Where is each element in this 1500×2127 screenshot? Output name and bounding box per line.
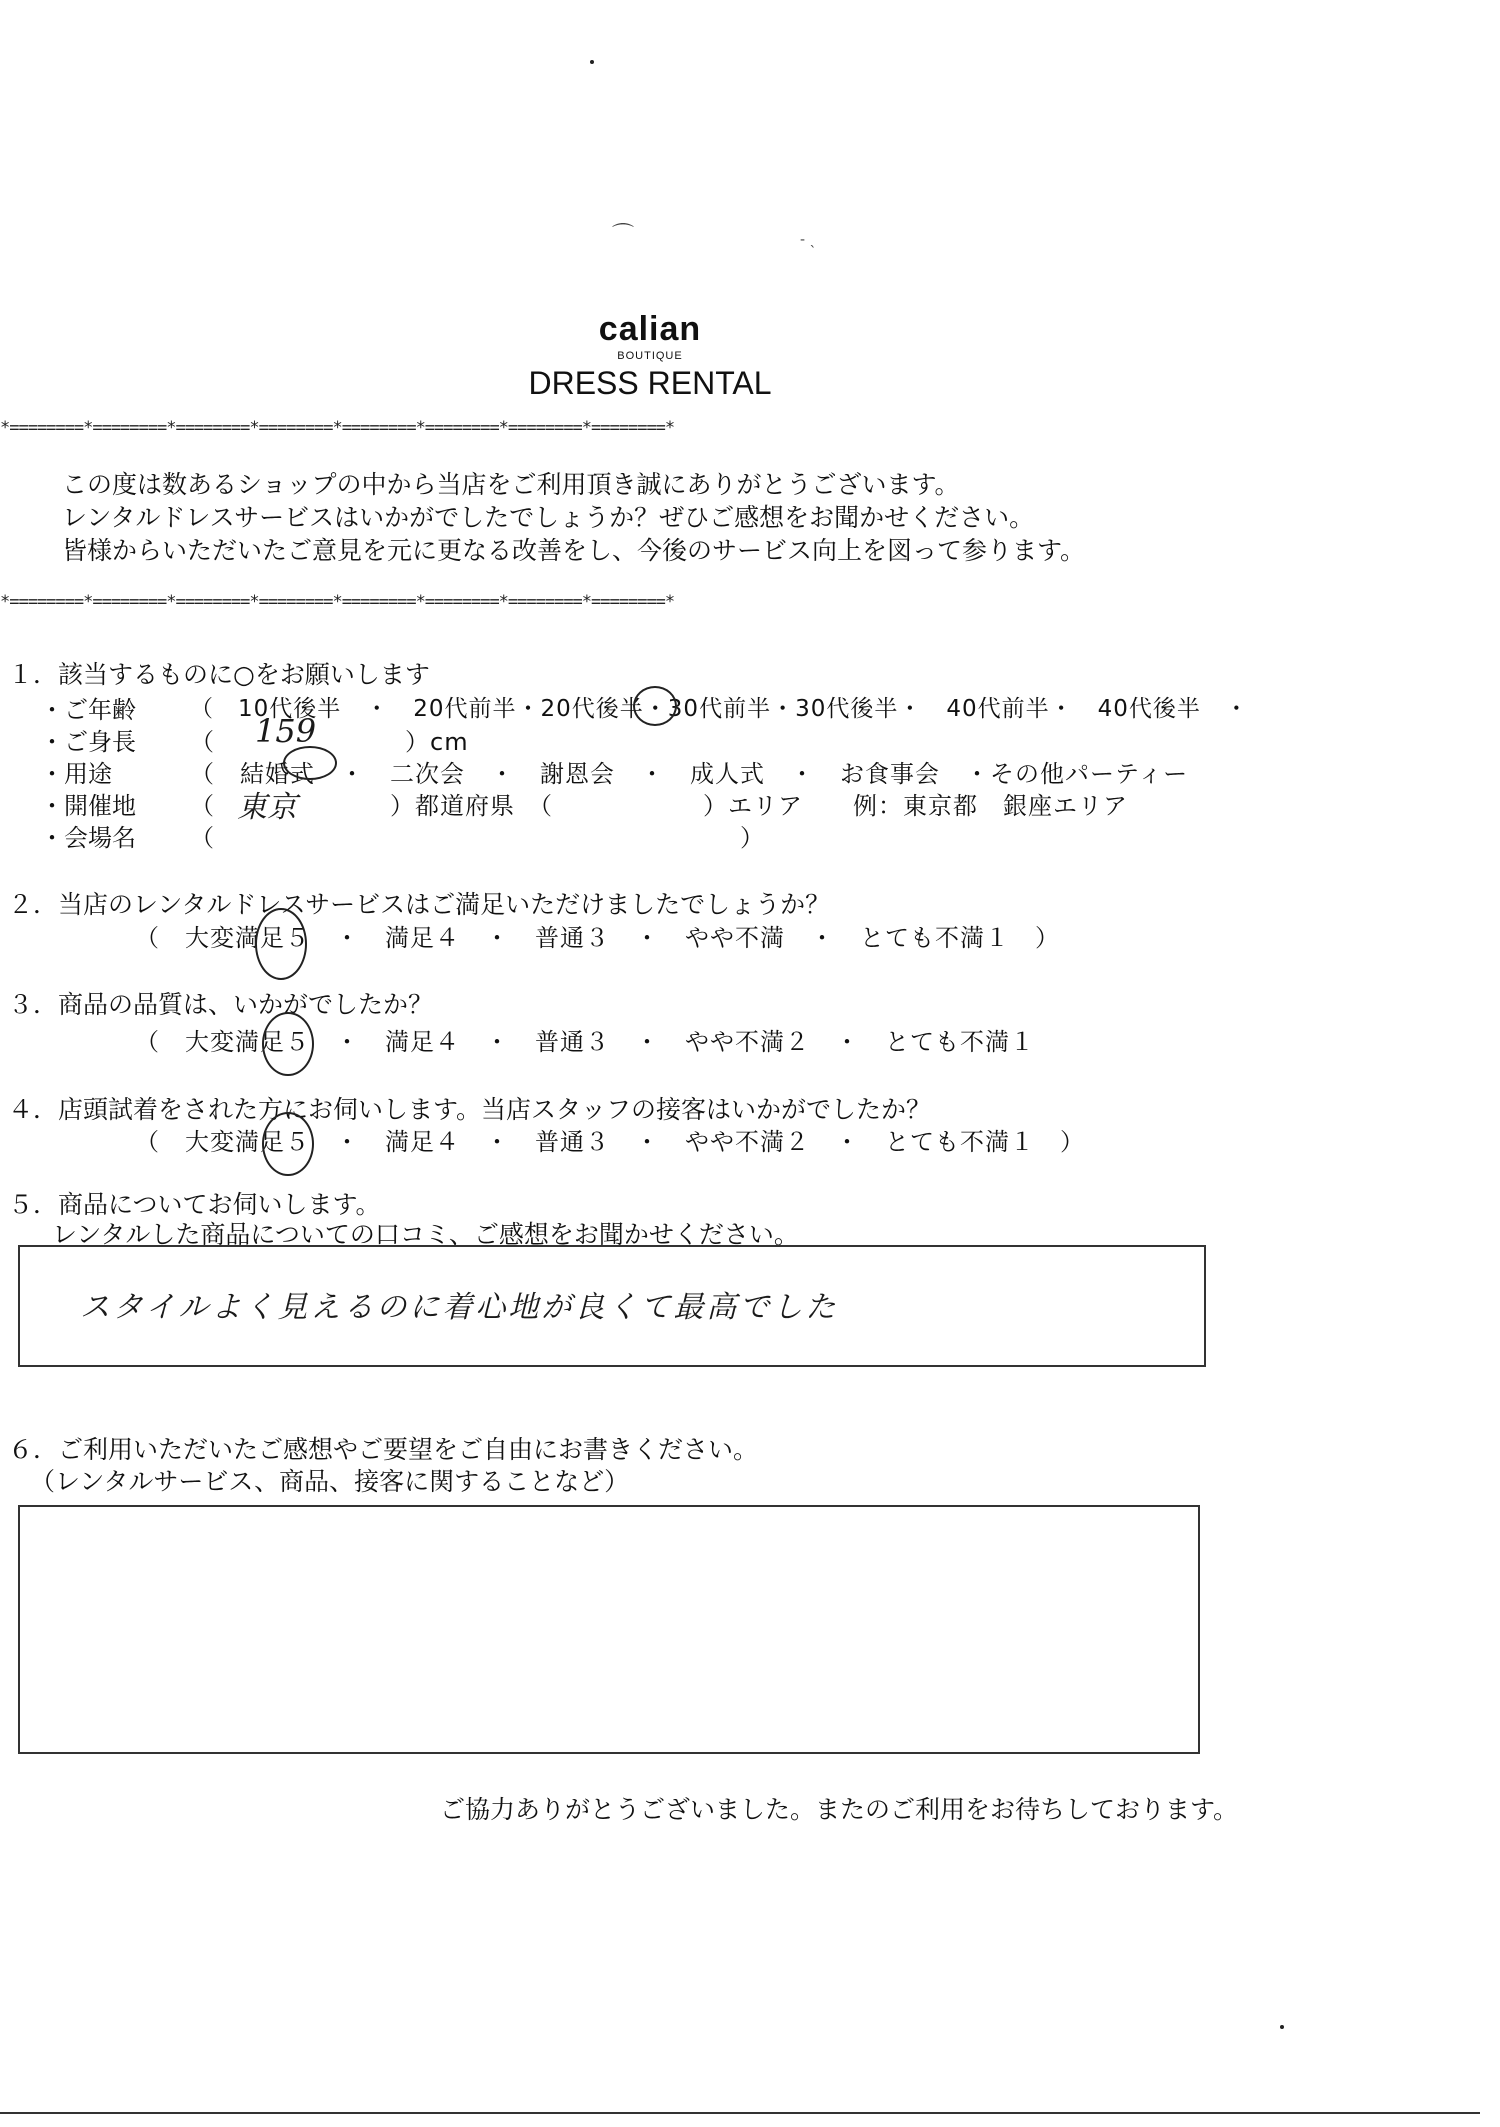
q4-options[interactable]: （ 大変満足５ ・ 満足４ ・ 普通３ ・ やや不満２ ・ とても不満１ ） <box>135 1128 1085 1156</box>
q3-options[interactable]: （ 大変満足５ ・ 満足４ ・ 普通３ ・ やや不満２ ・ とても不満１ <box>135 1028 1035 1056</box>
closing-message: ご協力ありがとうございました。またのご利用をお待ちしております。 <box>440 1795 1239 1824</box>
venue-value[interactable]: 東京 <box>237 790 297 825</box>
height-open: （ <box>190 728 215 756</box>
intro-line-1: この度は数あるショップの中から当店をご利用頂き誠にありがとうございます。 <box>62 470 960 499</box>
q2-heading: ２．当店のレンタルドレスサービスはご満足いただけましたでしょうか？ <box>8 890 831 919</box>
q6-subheading: （レンタルサービス、商品、接客に関することなど） <box>30 1467 630 1496</box>
hall-field[interactable]: （ ） <box>190 824 765 852</box>
venue-rest: ）都道府県 （ ）エリア 例：東京都 銀座エリア <box>390 792 1128 820</box>
q5-subheading: レンタルした商品についての口コミ、ご感想をお聞かせください。 <box>52 1220 799 1249</box>
q2-options[interactable]: （ 大変満足５ ・ 満足４ ・ 普通３ ・ やや不満 ・ とても不満１ ） <box>135 924 1060 952</box>
height-label: ・ご身長 <box>40 728 136 756</box>
hall-label: ・会場名 <box>40 824 136 852</box>
venue-open: （ <box>190 792 215 820</box>
height-unit: ）cm <box>405 728 469 756</box>
scan-mark: - ˎ <box>800 232 817 248</box>
brand-logo: calian <box>598 310 702 348</box>
usage-label: ・用途 <box>40 760 112 788</box>
height-value[interactable]: 159 <box>255 712 317 750</box>
divider-bottom: *========*========*========*========*========*========*========*========* <box>0 592 675 612</box>
q5-heading: ５．商品についてお伺いします。 <box>8 1190 381 1219</box>
usage-options[interactable]: （ 結婚式 ・ 二次会 ・ 謝恩会 ・ 成人式 ・ お食事会 ・その他パーティー <box>190 760 1189 788</box>
intro-line-3: 皆様からいただいたご意見を元に更なる改善をし、今後のサービス向上を図って参ります。 <box>62 536 1086 565</box>
scan-speck <box>1280 2025 1284 2029</box>
q1-heading: １．該当するものに○をお願いします <box>8 660 430 689</box>
selection-circle <box>633 686 677 726</box>
bottom-rule <box>0 2112 1480 2114</box>
scan-speck <box>590 60 594 64</box>
q4-heading: ４．店頭試着をされた方にお伺いします。当店スタッフの接客はいかがでしたか？ <box>8 1095 932 1124</box>
selection-circle <box>262 1112 314 1176</box>
page-title: DRESS RENTAL <box>528 365 772 401</box>
q6-heading: ６．ご利用いただいたご感想やご要望をご自由にお書きください。 <box>8 1435 759 1464</box>
divider-top: *========*========*========*========*========*========*========*========* <box>0 418 675 438</box>
q3-heading: ３．商品の品質は、いかがでしたか？ <box>8 990 434 1019</box>
selection-circle <box>262 1012 314 1076</box>
venue-label: ・開催地 <box>40 792 136 820</box>
age-options[interactable]: （ 10代後半 ・ 20代前半・20代後半・30代前半・30代後半・ 40代前半・ 40代後半 ・ <box>190 696 1249 722</box>
brand-sub: BOUTIQUE <box>617 350 683 362</box>
intro-line-2: レンタルドレスサービスはいかがでしたでしょうか？ぜひご感想をお聞かせください。 <box>62 503 1035 532</box>
q6-answer-box[interactable] <box>18 1505 1200 1754</box>
age-label: ・ご年齢 <box>40 696 136 724</box>
q5-answer: スタイルよく見えるのに着心地が良くて最高でした <box>80 1290 839 1325</box>
scan-mark: ⌒ <box>612 223 635 248</box>
selection-circle <box>283 746 337 780</box>
selection-circle <box>255 908 307 980</box>
